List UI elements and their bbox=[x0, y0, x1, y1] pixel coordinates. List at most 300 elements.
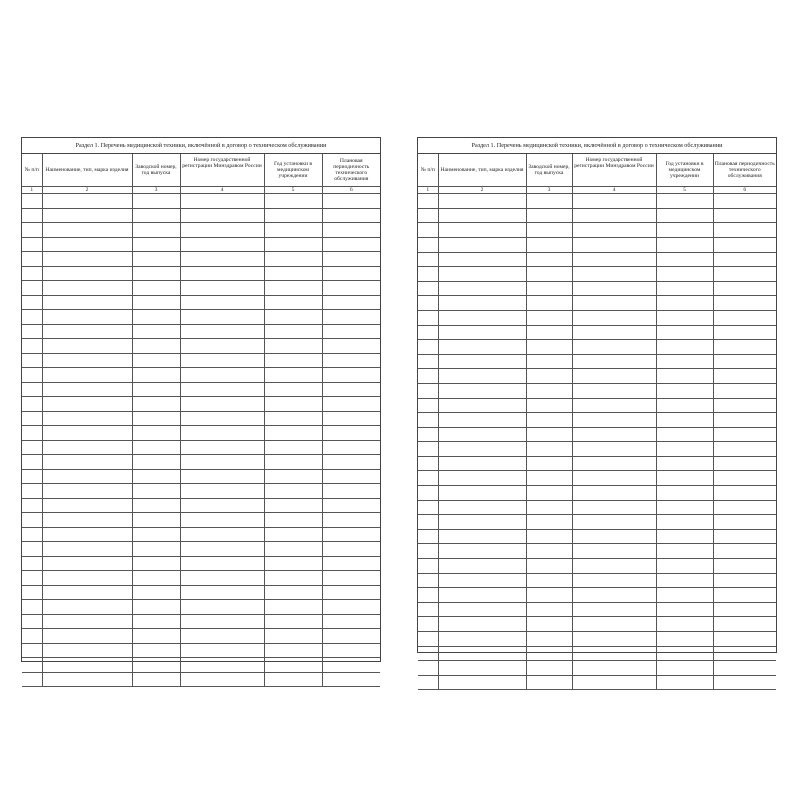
empty-cell[interactable] bbox=[264, 643, 322, 658]
empty-cell[interactable] bbox=[713, 398, 776, 413]
empty-cell[interactable] bbox=[713, 544, 776, 559]
empty-cell[interactable] bbox=[264, 281, 322, 296]
empty-cell[interactable] bbox=[180, 484, 264, 499]
empty-cell[interactable] bbox=[713, 369, 776, 384]
empty-cell[interactable] bbox=[713, 486, 776, 501]
empty-cell[interactable] bbox=[438, 427, 526, 442]
empty-cell[interactable] bbox=[132, 556, 180, 571]
empty-cell[interactable] bbox=[322, 281, 380, 296]
empty-cell[interactable] bbox=[526, 383, 572, 398]
empty-cell[interactable] bbox=[42, 353, 132, 368]
empty-cell[interactable] bbox=[656, 427, 713, 442]
empty-cell[interactable] bbox=[572, 398, 656, 413]
empty-cell[interactable] bbox=[264, 339, 322, 354]
empty-cell[interactable] bbox=[42, 382, 132, 397]
empty-cell[interactable] bbox=[438, 340, 526, 355]
empty-cell[interactable] bbox=[418, 369, 438, 384]
empty-cell[interactable] bbox=[264, 585, 322, 600]
empty-cell[interactable] bbox=[42, 469, 132, 484]
empty-cell[interactable] bbox=[180, 397, 264, 412]
empty-cell[interactable] bbox=[22, 498, 42, 513]
empty-cell[interactable] bbox=[418, 267, 438, 282]
empty-cell[interactable] bbox=[322, 411, 380, 426]
empty-cell[interactable] bbox=[264, 353, 322, 368]
empty-cell[interactable] bbox=[656, 194, 713, 209]
empty-cell[interactable] bbox=[656, 471, 713, 486]
empty-cell[interactable] bbox=[322, 368, 380, 383]
empty-cell[interactable] bbox=[264, 252, 322, 267]
empty-cell[interactable] bbox=[132, 339, 180, 354]
empty-cell[interactable] bbox=[22, 455, 42, 470]
empty-cell[interactable] bbox=[656, 354, 713, 369]
empty-cell[interactable] bbox=[322, 672, 380, 687]
empty-cell[interactable] bbox=[713, 427, 776, 442]
empty-cell[interactable] bbox=[713, 646, 776, 661]
empty-cell[interactable] bbox=[132, 310, 180, 325]
empty-cell[interactable] bbox=[264, 542, 322, 557]
empty-cell[interactable] bbox=[713, 252, 776, 267]
empty-cell[interactable] bbox=[322, 353, 380, 368]
empty-cell[interactable] bbox=[42, 194, 132, 209]
empty-cell[interactable] bbox=[322, 252, 380, 267]
empty-cell[interactable] bbox=[713, 310, 776, 325]
empty-cell[interactable] bbox=[713, 471, 776, 486]
empty-cell[interactable] bbox=[42, 281, 132, 296]
empty-cell[interactable] bbox=[42, 223, 132, 238]
empty-cell[interactable] bbox=[42, 426, 132, 441]
empty-cell[interactable] bbox=[572, 500, 656, 515]
empty-cell[interactable] bbox=[42, 556, 132, 571]
empty-cell[interactable] bbox=[713, 281, 776, 296]
empty-cell[interactable] bbox=[22, 295, 42, 310]
empty-cell[interactable] bbox=[713, 617, 776, 632]
empty-cell[interactable] bbox=[572, 369, 656, 384]
empty-cell[interactable] bbox=[418, 442, 438, 457]
empty-cell[interactable] bbox=[418, 208, 438, 223]
empty-cell[interactable] bbox=[656, 398, 713, 413]
empty-cell[interactable] bbox=[572, 281, 656, 296]
empty-cell[interactable] bbox=[180, 614, 264, 629]
empty-cell[interactable] bbox=[656, 529, 713, 544]
empty-cell[interactable] bbox=[322, 469, 380, 484]
empty-cell[interactable] bbox=[132, 324, 180, 339]
empty-cell[interactable] bbox=[418, 354, 438, 369]
empty-cell[interactable] bbox=[180, 440, 264, 455]
empty-cell[interactable] bbox=[322, 614, 380, 629]
empty-cell[interactable] bbox=[132, 614, 180, 629]
empty-cell[interactable] bbox=[180, 194, 264, 209]
empty-cell[interactable] bbox=[132, 571, 180, 586]
empty-cell[interactable] bbox=[22, 411, 42, 426]
empty-cell[interactable] bbox=[526, 369, 572, 384]
empty-cell[interactable] bbox=[22, 223, 42, 238]
empty-cell[interactable] bbox=[132, 266, 180, 281]
empty-cell[interactable] bbox=[526, 632, 572, 647]
empty-cell[interactable] bbox=[713, 559, 776, 574]
empty-cell[interactable] bbox=[22, 513, 42, 528]
empty-cell[interactable] bbox=[132, 484, 180, 499]
empty-cell[interactable] bbox=[572, 471, 656, 486]
empty-cell[interactable] bbox=[418, 559, 438, 574]
empty-cell[interactable] bbox=[526, 456, 572, 471]
empty-cell[interactable] bbox=[322, 266, 380, 281]
empty-cell[interactable] bbox=[438, 267, 526, 282]
empty-cell[interactable] bbox=[418, 237, 438, 252]
empty-cell[interactable] bbox=[132, 600, 180, 615]
empty-cell[interactable] bbox=[22, 266, 42, 281]
empty-cell[interactable] bbox=[264, 194, 322, 209]
empty-cell[interactable] bbox=[656, 310, 713, 325]
empty-cell[interactable] bbox=[132, 513, 180, 528]
empty-cell[interactable] bbox=[438, 588, 526, 603]
empty-cell[interactable] bbox=[22, 484, 42, 499]
empty-cell[interactable] bbox=[42, 629, 132, 644]
empty-cell[interactable] bbox=[322, 440, 380, 455]
empty-cell[interactable] bbox=[572, 588, 656, 603]
empty-cell[interactable] bbox=[526, 515, 572, 530]
empty-cell[interactable] bbox=[572, 296, 656, 311]
empty-cell[interactable] bbox=[438, 237, 526, 252]
empty-cell[interactable] bbox=[42, 672, 132, 687]
empty-cell[interactable] bbox=[438, 515, 526, 530]
empty-cell[interactable] bbox=[713, 340, 776, 355]
empty-cell[interactable] bbox=[132, 281, 180, 296]
empty-cell[interactable] bbox=[526, 340, 572, 355]
empty-cell[interactable] bbox=[713, 500, 776, 515]
empty-cell[interactable] bbox=[656, 267, 713, 282]
empty-cell[interactable] bbox=[180, 643, 264, 658]
empty-cell[interactable] bbox=[22, 585, 42, 600]
empty-cell[interactable] bbox=[180, 208, 264, 223]
empty-cell[interactable] bbox=[526, 602, 572, 617]
empty-cell[interactable] bbox=[526, 223, 572, 238]
empty-cell[interactable] bbox=[713, 208, 776, 223]
empty-cell[interactable] bbox=[322, 426, 380, 441]
empty-cell[interactable] bbox=[572, 573, 656, 588]
empty-cell[interactable] bbox=[418, 471, 438, 486]
empty-cell[interactable] bbox=[22, 658, 42, 673]
empty-cell[interactable] bbox=[264, 440, 322, 455]
empty-cell[interactable] bbox=[418, 573, 438, 588]
empty-cell[interactable] bbox=[322, 643, 380, 658]
empty-cell[interactable] bbox=[132, 382, 180, 397]
empty-cell[interactable] bbox=[656, 369, 713, 384]
empty-cell[interactable] bbox=[438, 383, 526, 398]
empty-cell[interactable] bbox=[322, 527, 380, 542]
empty-cell[interactable] bbox=[572, 267, 656, 282]
empty-cell[interactable] bbox=[713, 413, 776, 428]
empty-cell[interactable] bbox=[438, 500, 526, 515]
empty-cell[interactable] bbox=[572, 646, 656, 661]
empty-cell[interactable] bbox=[180, 469, 264, 484]
empty-cell[interactable] bbox=[180, 281, 264, 296]
empty-cell[interactable] bbox=[180, 513, 264, 528]
empty-cell[interactable] bbox=[264, 223, 322, 238]
empty-cell[interactable] bbox=[656, 383, 713, 398]
empty-cell[interactable] bbox=[438, 413, 526, 428]
empty-cell[interactable] bbox=[22, 600, 42, 615]
empty-cell[interactable] bbox=[264, 484, 322, 499]
empty-cell[interactable] bbox=[264, 455, 322, 470]
empty-cell[interactable] bbox=[42, 339, 132, 354]
empty-cell[interactable] bbox=[418, 602, 438, 617]
empty-cell[interactable] bbox=[526, 252, 572, 267]
empty-cell[interactable] bbox=[22, 469, 42, 484]
empty-cell[interactable] bbox=[572, 383, 656, 398]
empty-cell[interactable] bbox=[132, 368, 180, 383]
empty-cell[interactable] bbox=[264, 426, 322, 441]
empty-cell[interactable] bbox=[264, 324, 322, 339]
empty-cell[interactable] bbox=[438, 646, 526, 661]
empty-cell[interactable] bbox=[418, 223, 438, 238]
empty-cell[interactable] bbox=[42, 498, 132, 513]
empty-cell[interactable] bbox=[22, 324, 42, 339]
empty-cell[interactable] bbox=[42, 527, 132, 542]
empty-cell[interactable] bbox=[526, 675, 572, 690]
empty-cell[interactable] bbox=[656, 281, 713, 296]
empty-cell[interactable] bbox=[132, 542, 180, 557]
empty-cell[interactable] bbox=[656, 296, 713, 311]
empty-cell[interactable] bbox=[42, 484, 132, 499]
empty-cell[interactable] bbox=[180, 629, 264, 644]
empty-cell[interactable] bbox=[132, 643, 180, 658]
empty-cell[interactable] bbox=[418, 544, 438, 559]
empty-cell[interactable] bbox=[526, 559, 572, 574]
empty-cell[interactable] bbox=[322, 208, 380, 223]
empty-cell[interactable] bbox=[264, 397, 322, 412]
empty-cell[interactable] bbox=[264, 266, 322, 281]
empty-cell[interactable] bbox=[264, 571, 322, 586]
empty-cell[interactable] bbox=[180, 266, 264, 281]
empty-cell[interactable] bbox=[713, 588, 776, 603]
empty-cell[interactable] bbox=[180, 223, 264, 238]
empty-cell[interactable] bbox=[713, 442, 776, 457]
empty-cell[interactable] bbox=[438, 529, 526, 544]
empty-cell[interactable] bbox=[418, 310, 438, 325]
empty-cell[interactable] bbox=[656, 588, 713, 603]
empty-cell[interactable] bbox=[264, 411, 322, 426]
empty-cell[interactable] bbox=[22, 237, 42, 252]
empty-cell[interactable] bbox=[132, 237, 180, 252]
empty-cell[interactable] bbox=[713, 267, 776, 282]
empty-cell[interactable] bbox=[322, 382, 380, 397]
empty-cell[interactable] bbox=[132, 194, 180, 209]
empty-cell[interactable] bbox=[438, 398, 526, 413]
empty-cell[interactable] bbox=[322, 571, 380, 586]
empty-cell[interactable] bbox=[438, 442, 526, 457]
empty-cell[interactable] bbox=[42, 585, 132, 600]
empty-cell[interactable] bbox=[322, 658, 380, 673]
empty-cell[interactable] bbox=[526, 310, 572, 325]
empty-cell[interactable] bbox=[180, 310, 264, 325]
empty-cell[interactable] bbox=[180, 237, 264, 252]
empty-cell[interactable] bbox=[22, 672, 42, 687]
empty-cell[interactable] bbox=[22, 339, 42, 354]
empty-cell[interactable] bbox=[180, 339, 264, 354]
empty-cell[interactable] bbox=[264, 237, 322, 252]
empty-cell[interactable] bbox=[713, 632, 776, 647]
empty-cell[interactable] bbox=[132, 397, 180, 412]
empty-cell[interactable] bbox=[526, 529, 572, 544]
empty-cell[interactable] bbox=[526, 646, 572, 661]
empty-cell[interactable] bbox=[526, 442, 572, 457]
empty-cell[interactable] bbox=[572, 237, 656, 252]
empty-cell[interactable] bbox=[438, 456, 526, 471]
empty-cell[interactable] bbox=[42, 513, 132, 528]
empty-cell[interactable] bbox=[180, 411, 264, 426]
empty-cell[interactable] bbox=[22, 614, 42, 629]
empty-cell[interactable] bbox=[322, 310, 380, 325]
empty-cell[interactable] bbox=[264, 527, 322, 542]
empty-cell[interactable] bbox=[180, 658, 264, 673]
empty-cell[interactable] bbox=[713, 223, 776, 238]
empty-cell[interactable] bbox=[132, 252, 180, 267]
empty-cell[interactable] bbox=[22, 542, 42, 557]
empty-cell[interactable] bbox=[572, 515, 656, 530]
empty-cell[interactable] bbox=[42, 455, 132, 470]
empty-cell[interactable] bbox=[22, 194, 42, 209]
empty-cell[interactable] bbox=[264, 310, 322, 325]
empty-cell[interactable] bbox=[322, 194, 380, 209]
empty-cell[interactable] bbox=[438, 602, 526, 617]
empty-cell[interactable] bbox=[132, 208, 180, 223]
empty-cell[interactable] bbox=[418, 427, 438, 442]
empty-cell[interactable] bbox=[656, 252, 713, 267]
empty-cell[interactable] bbox=[264, 556, 322, 571]
empty-cell[interactable] bbox=[418, 632, 438, 647]
empty-cell[interactable] bbox=[42, 600, 132, 615]
empty-cell[interactable] bbox=[180, 672, 264, 687]
empty-cell[interactable] bbox=[713, 573, 776, 588]
empty-cell[interactable] bbox=[438, 369, 526, 384]
empty-cell[interactable] bbox=[713, 296, 776, 311]
empty-cell[interactable] bbox=[418, 486, 438, 501]
empty-cell[interactable] bbox=[132, 440, 180, 455]
empty-cell[interactable] bbox=[656, 325, 713, 340]
empty-cell[interactable] bbox=[572, 194, 656, 209]
empty-cell[interactable] bbox=[526, 325, 572, 340]
empty-cell[interactable] bbox=[42, 368, 132, 383]
empty-cell[interactable] bbox=[526, 296, 572, 311]
empty-cell[interactable] bbox=[22, 281, 42, 296]
empty-cell[interactable] bbox=[418, 675, 438, 690]
empty-cell[interactable] bbox=[713, 194, 776, 209]
empty-cell[interactable] bbox=[322, 513, 380, 528]
empty-cell[interactable] bbox=[22, 643, 42, 658]
empty-cell[interactable] bbox=[438, 486, 526, 501]
empty-cell[interactable] bbox=[132, 469, 180, 484]
empty-cell[interactable] bbox=[526, 208, 572, 223]
empty-cell[interactable] bbox=[132, 629, 180, 644]
empty-cell[interactable] bbox=[264, 382, 322, 397]
empty-cell[interactable] bbox=[713, 325, 776, 340]
empty-cell[interactable] bbox=[264, 513, 322, 528]
empty-cell[interactable] bbox=[322, 324, 380, 339]
empty-cell[interactable] bbox=[180, 571, 264, 586]
empty-cell[interactable] bbox=[180, 455, 264, 470]
empty-cell[interactable] bbox=[132, 585, 180, 600]
empty-cell[interactable] bbox=[572, 413, 656, 428]
empty-cell[interactable] bbox=[418, 617, 438, 632]
empty-cell[interactable] bbox=[713, 529, 776, 544]
empty-cell[interactable] bbox=[526, 486, 572, 501]
empty-cell[interactable] bbox=[713, 661, 776, 676]
empty-cell[interactable] bbox=[42, 614, 132, 629]
empty-cell[interactable] bbox=[132, 672, 180, 687]
empty-cell[interactable] bbox=[656, 340, 713, 355]
empty-cell[interactable] bbox=[656, 573, 713, 588]
empty-cell[interactable] bbox=[22, 252, 42, 267]
empty-cell[interactable] bbox=[322, 556, 380, 571]
empty-cell[interactable] bbox=[322, 455, 380, 470]
empty-cell[interactable] bbox=[526, 661, 572, 676]
empty-cell[interactable] bbox=[438, 661, 526, 676]
empty-cell[interactable] bbox=[438, 296, 526, 311]
empty-cell[interactable] bbox=[713, 675, 776, 690]
empty-cell[interactable] bbox=[42, 440, 132, 455]
empty-cell[interactable] bbox=[418, 325, 438, 340]
empty-cell[interactable] bbox=[132, 411, 180, 426]
empty-cell[interactable] bbox=[180, 527, 264, 542]
empty-cell[interactable] bbox=[42, 571, 132, 586]
empty-cell[interactable] bbox=[713, 602, 776, 617]
empty-cell[interactable] bbox=[264, 295, 322, 310]
empty-cell[interactable] bbox=[132, 295, 180, 310]
empty-cell[interactable] bbox=[572, 632, 656, 647]
empty-cell[interactable] bbox=[526, 194, 572, 209]
empty-cell[interactable] bbox=[656, 223, 713, 238]
empty-cell[interactable] bbox=[713, 383, 776, 398]
empty-cell[interactable] bbox=[322, 629, 380, 644]
empty-cell[interactable] bbox=[572, 559, 656, 574]
empty-cell[interactable] bbox=[418, 413, 438, 428]
empty-cell[interactable] bbox=[526, 267, 572, 282]
empty-cell[interactable] bbox=[418, 340, 438, 355]
empty-cell[interactable] bbox=[322, 237, 380, 252]
empty-cell[interactable] bbox=[180, 600, 264, 615]
empty-cell[interactable] bbox=[418, 588, 438, 603]
empty-cell[interactable] bbox=[656, 632, 713, 647]
empty-cell[interactable] bbox=[264, 614, 322, 629]
empty-cell[interactable] bbox=[322, 397, 380, 412]
empty-cell[interactable] bbox=[132, 426, 180, 441]
empty-cell[interactable] bbox=[572, 661, 656, 676]
empty-cell[interactable] bbox=[438, 281, 526, 296]
empty-cell[interactable] bbox=[22, 368, 42, 383]
empty-cell[interactable] bbox=[418, 500, 438, 515]
empty-cell[interactable] bbox=[264, 658, 322, 673]
empty-cell[interactable] bbox=[180, 295, 264, 310]
empty-cell[interactable] bbox=[438, 675, 526, 690]
empty-cell[interactable] bbox=[656, 602, 713, 617]
empty-cell[interactable] bbox=[438, 194, 526, 209]
empty-cell[interactable] bbox=[572, 442, 656, 457]
empty-cell[interactable] bbox=[42, 295, 132, 310]
empty-cell[interactable] bbox=[264, 498, 322, 513]
empty-cell[interactable] bbox=[322, 484, 380, 499]
empty-cell[interactable] bbox=[132, 658, 180, 673]
empty-cell[interactable] bbox=[322, 295, 380, 310]
empty-cell[interactable] bbox=[656, 456, 713, 471]
empty-cell[interactable] bbox=[656, 208, 713, 223]
empty-cell[interactable] bbox=[438, 208, 526, 223]
empty-cell[interactable] bbox=[572, 617, 656, 632]
empty-cell[interactable] bbox=[322, 600, 380, 615]
empty-cell[interactable] bbox=[418, 252, 438, 267]
empty-cell[interactable] bbox=[180, 556, 264, 571]
empty-cell[interactable] bbox=[526, 237, 572, 252]
empty-cell[interactable] bbox=[132, 353, 180, 368]
